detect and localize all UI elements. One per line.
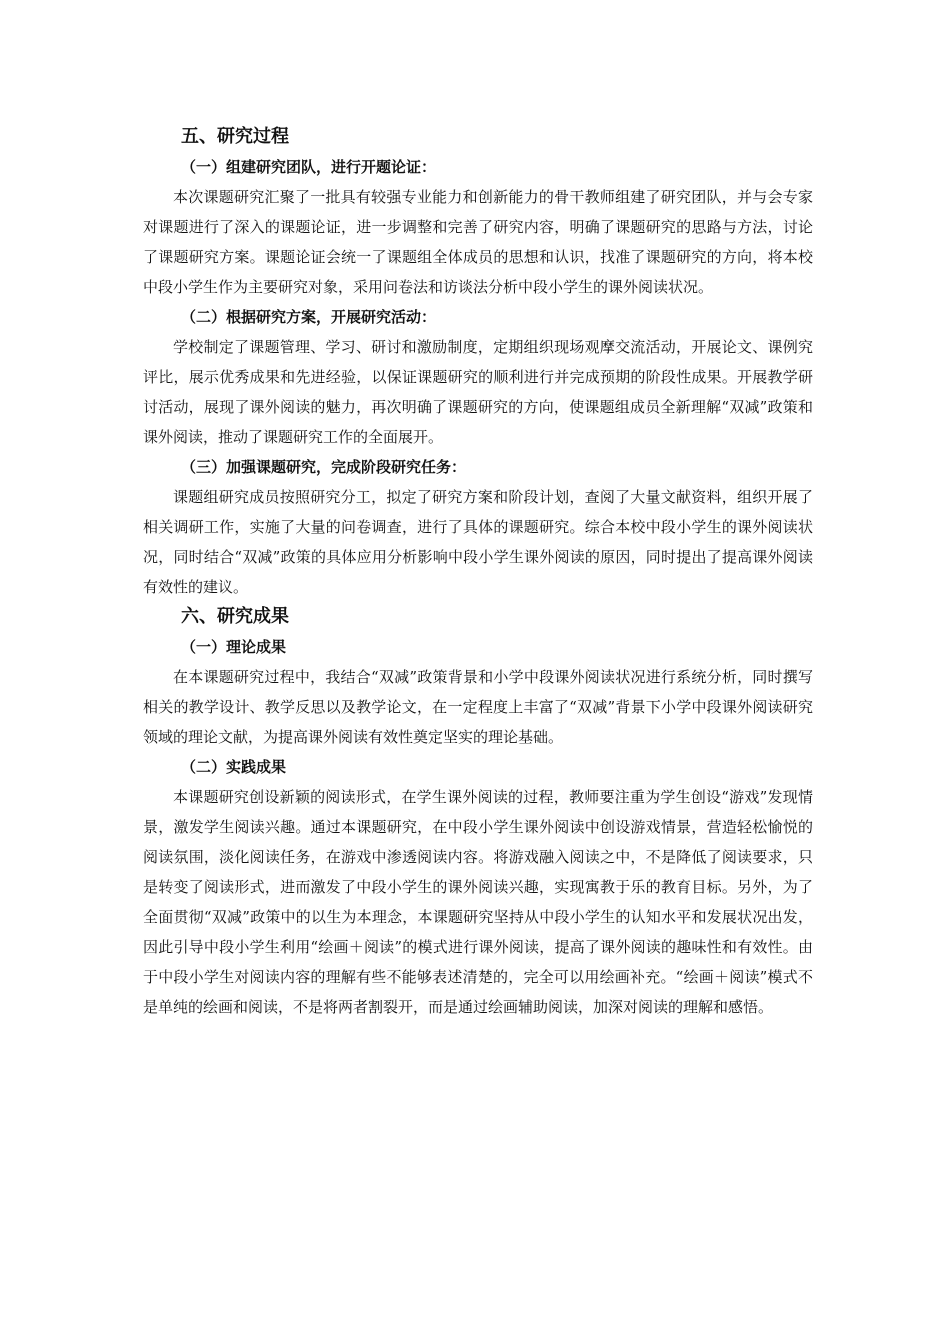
subsection-heading-tasks: （三）加强课题研究，完成阶段研究任务：: [181, 458, 467, 476]
section-title-research-process: 五、研究过程: [181, 126, 289, 147]
paragraph-team: 本次课题研究汇聚了一批具有较强专业能力和创新能力的骨干教师组建了研究团队，并与会专家对课题进行了深入的课题论证，进一步调整和完善了研究内容，明确了课题研究的思路与方法，讨论了课题研究方案。课题论证会统一了课题组全体成员的思想和认识，找准了课题研究的方向，将本校中段小学生作为主要研究对象，采用问卷法和访谈法分析中段小学生的课外阅读状况。: [143, 188, 813, 296]
paragraph-tasks: 课题组研究成员按照研究分工，拟定了研究方案和阶段计划，查阅了大量文献资料，组织开展了相关调研工作，实施了大量的问卷调查，进行了具体的课题研究。综合本校中段小学生的课外阅读状况，同时结合“双减”政策的具体应用分析影响中段小学生课外阅读的原因，同时提出了提高课外阅读有效性的建议。: [143, 488, 813, 596]
subsection-heading-team: （一）组建研究团队，进行开题论证：: [181, 158, 437, 176]
paragraph-theory: 在本课题研究过程中，我结合“双减”政策背景和小学中段课外阅读状况进行系统分析，同时撰写相关的教学设计、教学反思以及教学论文，在一定程度上丰富了“双减”背景下小学中段课外阅读研究领域的理论文献，为提高课外阅读有效性奠定坚实的理论基础。: [143, 668, 813, 746]
paragraph-practice: 本课题研究创设新颖的阅读形式，在学生课外阅读的过程，教师要注重为学生创设“游戏”发现情景，激发学生阅读兴趣。通过本课题研究，在中段小学生课外阅读中创设游戏情景，营造轻松愉悦的阅读氛围，淡化阅读任务，在游戏中渗透阅读内容。将游戏融入阅读之中，不是降低了阅读要求，只是转变了阅读形式，进而激发了中段小学生的课外阅读兴趣，实现寓教于乐的教育目标。另外，为了全面贯彻“双减”政策中的以生为本理念，本课题研究坚持从中段小学生的认知水平和发展状况出发，因此引导中段小学生利用“绘画＋阅读”的模式进行课外阅读，提高了课外阅读的趣味性和有效性。由于中段小学生对阅读内容的理解有些不能够表述清楚的，完全可以用绘画补充。“绘画＋阅读”模式不是单纯的绘画和阅读，不是将两者割裂开，而是通过绘画辅助阅读，加深对阅读的理解和感悟。: [143, 788, 813, 1016]
paragraph-activities: 学校制定了课题管理、学习、研讨和激励制度，定期组织现场观摩交流活动，开展论文、课例究评比，展示优秀成果和先进经验，以保证课题研究的顺利进行并完成预期的阶段性成果。开展教学研讨活动，展现了课外阅读的魅力，再次明确了课题研究的方向，使课题组成员全新理解“双减”政策和课外阅读，推动了课题研究工作的全面展开。: [143, 338, 813, 446]
document-body: [143, 122, 813, 1022]
section-title-research-results: 六、研究成果: [181, 606, 289, 627]
subsection-heading-activities: （二）根据研究方案，开展研究活动：: [181, 308, 437, 326]
subsection-heading-practice: （二）实践成果: [181, 758, 287, 776]
subsection-heading-theory: （一）理论成果: [181, 638, 287, 656]
